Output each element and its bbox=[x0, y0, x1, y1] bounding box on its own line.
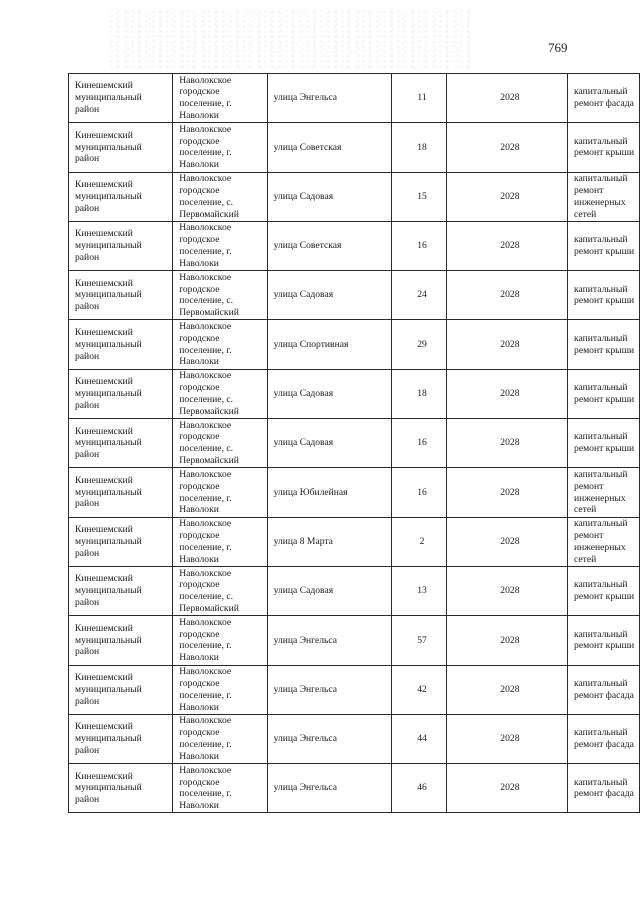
work-type-cell-text: капитальный ремонт крыши bbox=[574, 283, 635, 307]
street-cell-text: улица Энгельса bbox=[273, 782, 338, 794]
house-number-cell-text: 44 bbox=[417, 733, 427, 745]
district-cell bbox=[69, 566, 173, 615]
district-cell bbox=[69, 172, 173, 221]
repair-year-cell-text: 2028 bbox=[500, 240, 520, 252]
district-cell bbox=[69, 320, 173, 369]
house-number-cell bbox=[392, 74, 447, 123]
work-type-cell bbox=[568, 320, 640, 369]
settlement-cell-text: Наволокское городское поселение, с. Первомайский bbox=[179, 271, 239, 319]
house-number-cell bbox=[392, 616, 447, 665]
settlement-cell bbox=[173, 616, 267, 665]
work-type-cell-text: капитальный ремонт инженерных сетей bbox=[574, 173, 628, 220]
settlement-cell bbox=[173, 172, 267, 221]
table-row bbox=[69, 221, 640, 270]
repair-year-cell-text: 2028 bbox=[500, 585, 520, 597]
repair-year-cell-text: 2028 bbox=[500, 190, 520, 202]
street-cell bbox=[267, 764, 392, 813]
repair-year-cell-text: 2028 bbox=[500, 535, 520, 547]
repair-year-cell bbox=[446, 320, 567, 369]
work-type-cell-text: капитальный ремонт инженерных сетей bbox=[574, 468, 628, 516]
house-number-cell bbox=[392, 320, 447, 369]
table-row bbox=[69, 172, 640, 221]
work-type-cell bbox=[568, 271, 640, 320]
district-cell-text: Кинешемский муниципальный район bbox=[75, 721, 142, 756]
settlement-cell-text: Наволокское городское поселение, г. Наволоки bbox=[179, 764, 232, 812]
settlement-cell bbox=[173, 566, 267, 615]
district-cell bbox=[69, 123, 173, 172]
work-type-cell bbox=[568, 172, 640, 221]
house-number-cell bbox=[392, 419, 447, 468]
work-type-cell bbox=[568, 714, 640, 763]
house-number-cell-text: 16 bbox=[417, 240, 427, 252]
street-cell bbox=[267, 369, 392, 418]
work-type-cell bbox=[568, 419, 640, 468]
settlement-cell-text: Наволокское городское поселение, с. Первомайский bbox=[179, 567, 239, 614]
district-cell-text: Кинешемский муниципальный район bbox=[75, 573, 142, 609]
scan-artifact bbox=[110, 10, 470, 70]
district-cell-text: Кинешемский муниципальный район bbox=[75, 277, 142, 313]
house-number-cell bbox=[392, 665, 447, 714]
district-cell bbox=[69, 714, 173, 763]
repair-year-cell bbox=[446, 714, 567, 763]
house-number-cell bbox=[392, 764, 447, 813]
settlement-cell bbox=[173, 468, 267, 517]
house-number-cell-text: 18 bbox=[417, 388, 427, 400]
settlement-cell bbox=[173, 271, 267, 320]
street-cell bbox=[267, 665, 392, 714]
repair-year-cell-text: 2028 bbox=[500, 634, 520, 646]
street-cell bbox=[267, 320, 392, 369]
repair-year-cell-text: 2028 bbox=[500, 338, 520, 350]
house-number-cell bbox=[392, 468, 447, 517]
repair-year-cell-text: 2028 bbox=[500, 289, 520, 301]
repair-year-cell bbox=[446, 616, 567, 665]
district-cell-text: Кинешемский муниципальный район bbox=[75, 326, 142, 362]
house-number-cell bbox=[392, 566, 447, 615]
repair-year-cell bbox=[446, 764, 567, 813]
work-type-cell-text: капитальный ремонт фасада bbox=[574, 776, 634, 800]
street-cell bbox=[267, 172, 392, 221]
district-cell-text: Кинешемский муниципальный район bbox=[75, 425, 142, 461]
repair-year-cell-text: 2028 bbox=[500, 141, 520, 153]
district-cell bbox=[69, 616, 173, 665]
house-number-cell bbox=[392, 172, 447, 221]
street-cell-text: улица Спортивная bbox=[273, 338, 349, 350]
settlement-cell-text: Наволокское городское поселение, г. Наволоки bbox=[179, 666, 232, 713]
work-type-cell-text: капитальный ремонт инженерных сетей bbox=[574, 518, 628, 565]
settlement-cell-text: Наволокское городское поселение, г. Наволоки bbox=[179, 74, 232, 121]
district-cell-text: Кинешемский муниципальный район bbox=[75, 622, 142, 658]
street-cell bbox=[267, 468, 392, 517]
house-number-cell-text: 16 bbox=[417, 486, 427, 498]
repair-year-cell bbox=[446, 517, 567, 566]
settlement-cell-text: Наволокское городское поселение, г. Наволоки bbox=[179, 616, 232, 664]
house-number-cell-text: 16 bbox=[417, 437, 427, 449]
district-cell bbox=[69, 468, 173, 517]
table-row bbox=[69, 764, 640, 813]
district-cell-text: Кинешемский муниципальный район bbox=[75, 129, 142, 165]
street-cell bbox=[267, 123, 392, 172]
settlement-cell bbox=[173, 74, 267, 123]
house-number-cell-text: 42 bbox=[417, 683, 427, 695]
table-row bbox=[69, 566, 640, 615]
work-type-cell-text: капитальный ремонт крыши bbox=[574, 579, 635, 603]
work-type-cell bbox=[568, 616, 640, 665]
house-number-cell-text: 15 bbox=[417, 190, 427, 202]
street-cell bbox=[267, 616, 392, 665]
work-type-cell-text: капитальный ремонт крыши bbox=[574, 628, 635, 652]
page-number: 769 bbox=[548, 40, 568, 55]
settlement-cell-text: Наволокское городское поселение, г. Наволоки bbox=[179, 715, 232, 762]
work-type-cell-text: капитальный ремонт фасада bbox=[574, 677, 634, 701]
district-cell bbox=[69, 419, 173, 468]
work-type-cell bbox=[568, 221, 640, 270]
house-number-cell bbox=[392, 714, 447, 763]
district-cell bbox=[69, 271, 173, 320]
work-type-cell-text: капитальный ремонт фасада bbox=[574, 727, 634, 750]
settlement-cell-text: Наволокское городское поселение, г. Наволоки bbox=[179, 468, 232, 516]
settlement-cell-text: Наволокское городское поселение, с. Первомайский bbox=[179, 173, 239, 220]
settlement-cell bbox=[173, 764, 267, 813]
district-cell-text: Кинешемский муниципальный район bbox=[75, 179, 142, 214]
repair-year-cell-text: 2028 bbox=[500, 486, 520, 498]
table-row bbox=[69, 123, 640, 172]
work-type-cell-text: капитальный ремонт фасада bbox=[574, 86, 634, 110]
house-number-cell bbox=[392, 123, 447, 172]
table-row bbox=[69, 714, 640, 763]
settlement-cell bbox=[173, 369, 267, 418]
street-cell-text: улица 8 Марта bbox=[273, 535, 333, 547]
work-type-cell bbox=[568, 74, 640, 123]
house-number-cell-text: 18 bbox=[417, 141, 427, 153]
table-row bbox=[69, 369, 640, 418]
street-cell-text: улица Садовая bbox=[273, 585, 334, 597]
work-type-cell bbox=[568, 369, 640, 418]
work-type-cell-text: капитальный ремонт крыши bbox=[574, 234, 635, 258]
settlement-cell bbox=[173, 320, 267, 369]
table-row bbox=[69, 616, 640, 665]
repair-program-table bbox=[68, 73, 640, 813]
settlement-cell bbox=[173, 517, 267, 566]
settlement-cell-text: Наволокское городское поселение, с. Первомайский bbox=[179, 370, 239, 417]
street-cell-text: улица Энгельса bbox=[273, 92, 338, 104]
table-row bbox=[69, 468, 640, 517]
repair-year-cell bbox=[446, 566, 567, 615]
repair-year-cell-text: 2028 bbox=[500, 92, 520, 104]
street-cell-text: улица Энгельса bbox=[273, 683, 338, 695]
street-cell bbox=[267, 517, 392, 566]
street-cell bbox=[267, 419, 392, 468]
street-cell-text: улица Садовая bbox=[273, 190, 334, 202]
street-cell-text: улица Юбилейная bbox=[273, 486, 348, 498]
house-number-cell-text: 11 bbox=[417, 92, 427, 104]
table-row bbox=[69, 665, 640, 714]
table-row bbox=[69, 74, 640, 123]
work-type-cell-text: капитальный ремонт крыши bbox=[574, 332, 635, 356]
district-cell-text: Кинешемский муниципальный район bbox=[75, 80, 142, 116]
work-type-cell-text: капитальный ремонт крыши bbox=[574, 382, 635, 405]
settlement-cell-text: Наволокское городское поселение, г. Наволоки bbox=[179, 321, 232, 368]
house-number-cell-text: 13 bbox=[417, 585, 427, 597]
street-cell bbox=[267, 566, 392, 615]
district-cell-text: Кинешемский муниципальный район bbox=[75, 770, 142, 806]
table-row bbox=[69, 271, 640, 320]
settlement-cell-text: Наволокское городское поселение, г. Наволоки bbox=[179, 518, 232, 565]
street-cell-text: улица Энгельса bbox=[273, 634, 338, 646]
street-cell bbox=[267, 271, 392, 320]
street-cell-text: улица Энгельса bbox=[273, 733, 338, 745]
repair-year-cell bbox=[446, 221, 567, 270]
street-cell-text: улица Советская bbox=[273, 141, 342, 153]
repair-year-cell bbox=[446, 369, 567, 418]
table-row bbox=[69, 419, 640, 468]
repair-year-cell bbox=[446, 123, 567, 172]
house-number-cell-text: 57 bbox=[417, 634, 427, 646]
district-cell-text: Кинешемский муниципальный район bbox=[75, 228, 142, 263]
work-type-cell bbox=[568, 468, 640, 517]
settlement-cell-text: Наволокское городское поселение, с. Первомайский bbox=[179, 419, 239, 467]
repair-year-cell bbox=[446, 419, 567, 468]
repair-year-cell-text: 2028 bbox=[500, 388, 520, 400]
house-number-cell bbox=[392, 271, 447, 320]
street-cell-text: улица Садовая bbox=[273, 437, 334, 449]
district-cell bbox=[69, 369, 173, 418]
house-number-cell-text: 2 bbox=[419, 535, 425, 547]
settlement-cell bbox=[173, 123, 267, 172]
district-cell bbox=[69, 517, 173, 566]
house-number-cell-text: 29 bbox=[417, 338, 427, 350]
work-type-cell bbox=[568, 123, 640, 172]
settlement-cell bbox=[173, 221, 267, 270]
repair-year-cell-text: 2028 bbox=[500, 782, 520, 794]
district-cell-text: Кинешемский муниципальный район bbox=[75, 376, 142, 411]
street-cell bbox=[267, 714, 392, 763]
district-cell bbox=[69, 221, 173, 270]
repair-year-cell bbox=[446, 271, 567, 320]
table-row bbox=[69, 320, 640, 369]
street-cell bbox=[267, 221, 392, 270]
work-type-cell bbox=[568, 764, 640, 813]
repair-year-cell bbox=[446, 172, 567, 221]
work-type-cell bbox=[568, 566, 640, 615]
house-number-cell bbox=[392, 517, 447, 566]
street-cell-text: улица Советская bbox=[273, 240, 342, 252]
house-number-cell-text: 24 bbox=[417, 289, 427, 301]
repair-year-cell bbox=[446, 74, 567, 123]
settlement-cell bbox=[173, 419, 267, 468]
street-cell-text: улица Садовая bbox=[273, 289, 334, 301]
settlement-cell-text: Наволокское городское поселение, г. Наволоки bbox=[179, 123, 232, 171]
work-type-cell-text: капитальный ремонт крыши bbox=[574, 135, 635, 159]
repair-year-cell-text: 2028 bbox=[500, 437, 520, 449]
district-cell bbox=[69, 74, 173, 123]
street-cell-text: улица Садовая bbox=[273, 388, 334, 400]
table-body bbox=[69, 74, 640, 813]
repair-year-cell-text: 2028 bbox=[500, 733, 520, 745]
work-type-cell bbox=[568, 665, 640, 714]
table-row bbox=[69, 517, 640, 566]
repair-year-cell bbox=[446, 468, 567, 517]
house-number-cell bbox=[392, 369, 447, 418]
house-number-cell bbox=[392, 221, 447, 270]
settlement-cell-text: Наволокское городское поселение, г. Наволоки bbox=[179, 222, 232, 269]
district-cell-text: Кинешемский муниципальный район bbox=[75, 524, 142, 559]
district-cell bbox=[69, 665, 173, 714]
district-cell-text: Кинешемский муниципальный район bbox=[75, 474, 142, 510]
settlement-cell bbox=[173, 714, 267, 763]
district-cell bbox=[69, 764, 173, 813]
street-cell bbox=[267, 74, 392, 123]
repair-year-cell bbox=[446, 665, 567, 714]
district-cell-text: Кинешемский муниципальный район bbox=[75, 672, 142, 707]
settlement-cell bbox=[173, 665, 267, 714]
house-number-cell-text: 46 bbox=[417, 782, 427, 794]
work-type-cell-text: капитальный ремонт крыши bbox=[574, 431, 635, 455]
work-type-cell bbox=[568, 517, 640, 566]
repair-year-cell-text: 2028 bbox=[500, 683, 520, 695]
